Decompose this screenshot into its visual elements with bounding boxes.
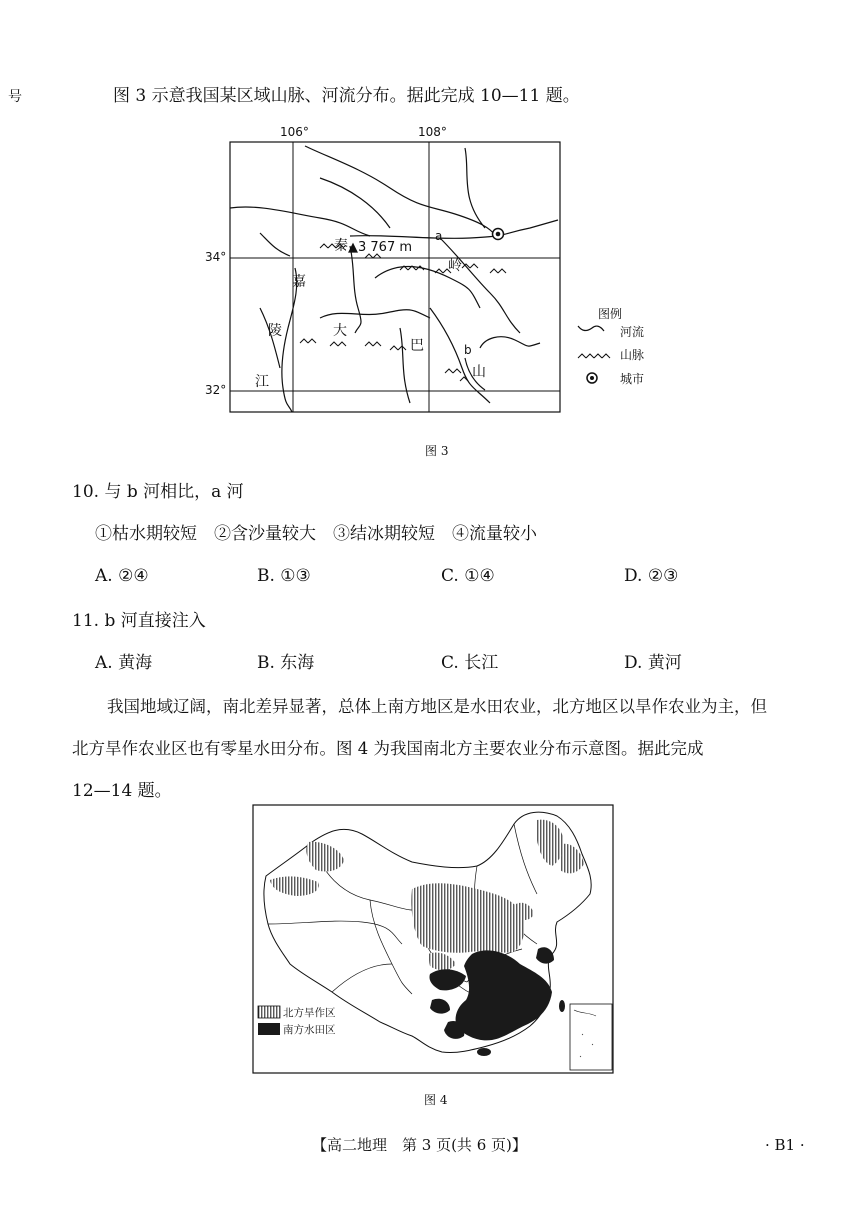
- legend-title: 图例: [598, 307, 623, 321]
- river-a: [350, 220, 558, 238]
- fig4-caption: 图 4: [424, 1093, 448, 1107]
- place-char: 山: [472, 364, 486, 380]
- city-dot: [496, 232, 501, 237]
- q11-choice-c[interactable]: C. 长江: [441, 653, 499, 673]
- legend-mountain-icon: [578, 354, 610, 358]
- intro-fig4-line2: 北方旱作农业区也有零星水田分布。图 4 为我国南北方主要农业分布示意图。据此完成: [72, 739, 704, 758]
- lon-106-label: 106°: [280, 125, 309, 139]
- fig3-legend: [578, 306, 644, 386]
- legend-paddy-label: 南方水田区: [283, 1024, 336, 1036]
- legend-river-icon: [578, 326, 604, 331]
- footer-page-info: 【高二地理 第 3 页(共 6 页)】: [312, 1136, 527, 1154]
- legend-dryland-label: 北方旱作区: [283, 1007, 336, 1019]
- lat-32-label: 32°: [205, 383, 227, 397]
- figure-4-map: [252, 804, 616, 1076]
- hainan-island: [477, 1048, 491, 1056]
- q10-choice-d[interactable]: D. ②③: [624, 566, 679, 586]
- river-b-label: b: [464, 343, 472, 357]
- place-char: 嘉: [292, 274, 306, 290]
- legend-mountain-label: 山脉: [620, 348, 645, 362]
- q11-choice-d[interactable]: D. 黄河: [624, 653, 682, 673]
- taiwan-island: [559, 1000, 565, 1012]
- q10-choice-b[interactable]: B. ①③: [257, 566, 311, 586]
- legend-paddy-swatch: [258, 1023, 280, 1035]
- q10-choice-a[interactable]: A. ②④: [95, 566, 149, 586]
- lon-108-label: 108°: [418, 125, 447, 139]
- place-char: 大: [333, 323, 347, 339]
- lat-34-label: 34°: [205, 250, 227, 264]
- peak-label: ▲3 767 m: [348, 240, 413, 255]
- place-char: 陵: [268, 323, 282, 339]
- map-frame: [230, 142, 560, 412]
- place-char: 秦: [334, 238, 348, 254]
- margin-mark: 号: [8, 89, 22, 105]
- q11-choice-a[interactable]: A. 黄海: [95, 653, 153, 673]
- fig3-caption: 图 3: [425, 444, 449, 458]
- legend-river-label: 河流: [620, 325, 645, 339]
- river-a-label: a: [435, 229, 443, 243]
- q10-choice-c[interactable]: C. ①④: [441, 566, 495, 586]
- footer-code: · B1 ·: [765, 1136, 805, 1154]
- q11-choice-b[interactable]: B. 东海: [257, 653, 315, 673]
- figure-3-map: [200, 118, 670, 418]
- legend-city-label: 城市: [620, 372, 645, 386]
- rivers: [230, 146, 558, 412]
- q10-stem: 10. 与 b 河相比，a 河: [72, 482, 244, 502]
- place-char: 巴: [410, 338, 424, 354]
- q11-stem: 11. b 河直接注入: [72, 611, 206, 631]
- legend-dryland-swatch: [258, 1006, 280, 1018]
- place-char: 岭: [448, 258, 462, 274]
- intro-fig3: 图 3 示意我国某区域山脉、河流分布。据此完成 10—11 题。: [113, 86, 580, 106]
- place-char: 江: [255, 374, 269, 390]
- intro-fig4-line1: 我国地域辽阔，南北差异显著，总体上南方地区是水田农业，北方地区以旱作农业为主，但: [107, 697, 767, 716]
- intro-fig4-line3: 12—14 题。: [72, 781, 172, 801]
- q10-options: ①枯水期较短 ②含沙量较大 ③结冰期较短 ④流量较小: [95, 524, 537, 544]
